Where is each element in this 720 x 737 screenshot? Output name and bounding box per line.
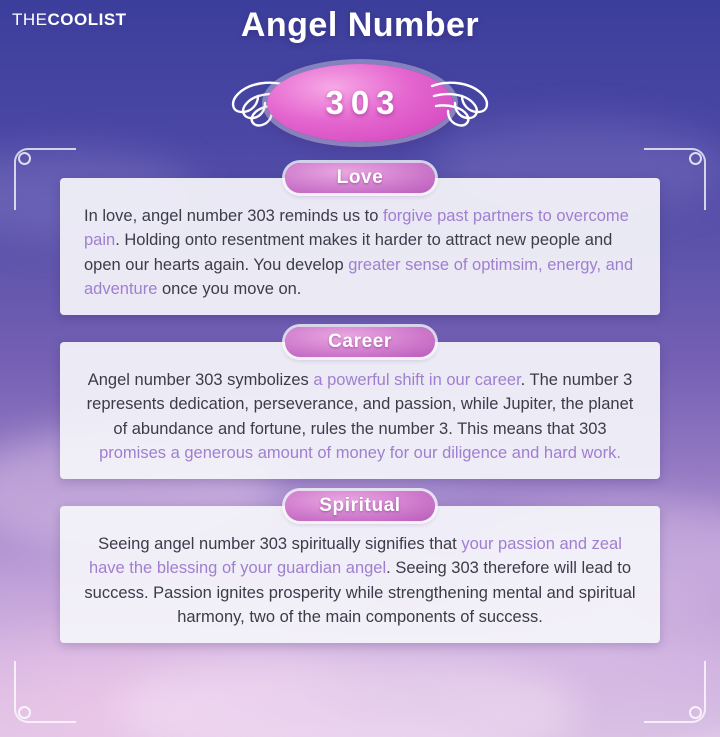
cloud-decoration <box>120 650 580 737</box>
page-title: Angel Number <box>240 6 480 44</box>
brand-logo-thin: THE <box>12 10 48 29</box>
brand-logo-bold: COOLIST <box>47 10 127 29</box>
section-spiritual <box>60 491 660 643</box>
corner-dot-icon <box>18 706 31 719</box>
angel-number-badge-group <box>0 62 720 148</box>
section-label-text: Spiritual <box>319 495 401 516</box>
section-body-text: Angel number 303 symbolizes a powerful shift in our career. The number 3 represents dedication, perseverance, and passion, while Jupiter, the planet of abundance and fortune, rules the number 3. This means that 303 promises a generous amount of money for our diligence and hard work. <box>86 371 634 462</box>
section-card <box>60 178 660 315</box>
sections-list <box>0 163 720 655</box>
section-card <box>60 506 660 643</box>
section-label-text: Career <box>328 331 392 352</box>
section-card <box>60 342 660 479</box>
section-label-pill <box>285 163 435 193</box>
section-love <box>60 163 660 315</box>
section-label-pill <box>285 327 435 357</box>
section-label-text: Love <box>336 167 384 188</box>
wing-right-icon <box>426 76 496 130</box>
section-body-text: Seeing angel number 303 spiritually signifies that your passion and zeal have the blessing of your guardian angel. Seeing 303 therefore will lead to success. Passion ignites prosperity while strengthening mental and spiritual harmony, two of the main components of success. <box>84 535 636 626</box>
section-label-pill <box>285 491 435 521</box>
section-body-text: In love, angel number 303 reminds us to forgive past partners to overcome pain. Holding onto resentment makes it harder to attract new people and open our hearts again. You develop greater sense of optimsim, energy, and adventure once you move on. <box>84 207 634 298</box>
section-career <box>60 327 660 479</box>
corner-dot-icon <box>689 706 702 719</box>
angel-number-value: 303 <box>325 84 402 121</box>
